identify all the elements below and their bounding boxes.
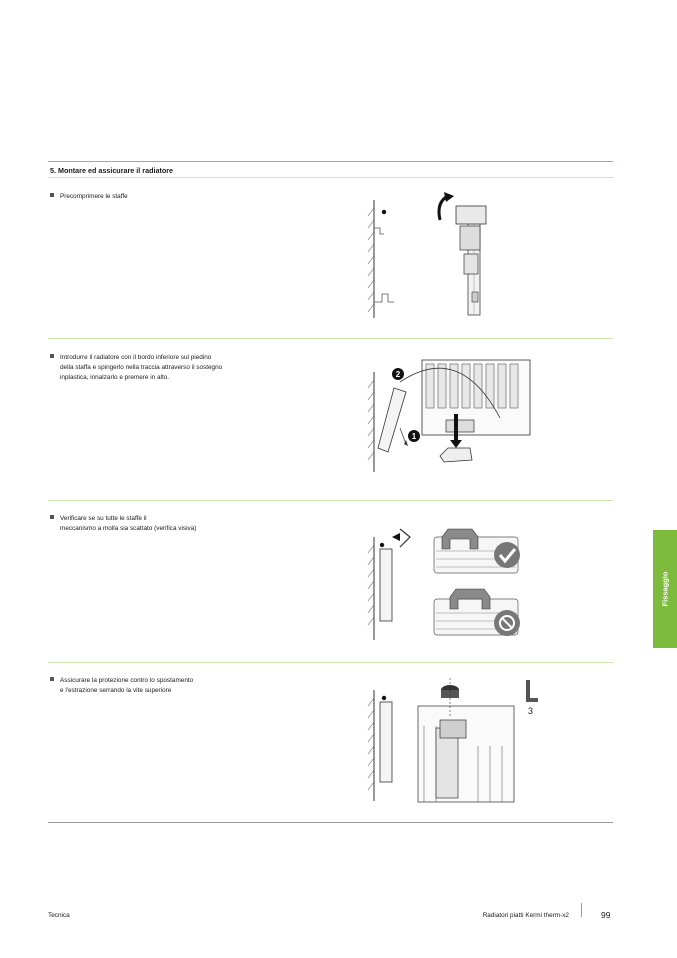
- step-3-figure: [360, 515, 540, 645]
- marker-1: 1: [411, 432, 417, 441]
- step-4-line-1: Assicurare la protezione contro lo spostamento: [60, 677, 194, 684]
- step-1-text: [50, 192, 260, 202]
- step-1-figure: [360, 190, 540, 325]
- footer-separator: [581, 903, 582, 917]
- step-2-line-2: della staffa e spingerlo nella traccia attraverso il sostegno: [60, 364, 223, 371]
- step-4-text: [50, 676, 260, 696]
- bullet-icon: [50, 677, 54, 681]
- step-divider-3: [48, 662, 613, 663]
- eye-icon: [392, 533, 400, 541]
- step-2-line-1: Introdurre il radiatore con il bordo inferiore sul piedino: [60, 354, 212, 361]
- step-3-line-2: meccanismo a molla sia scattato (verifica visiva): [60, 525, 197, 532]
- step-4-figure: [360, 676, 550, 806]
- step-2-figure: [360, 352, 560, 482]
- section-title-rule: [48, 177, 613, 178]
- section-bottom-rule: [48, 822, 613, 823]
- step-divider-1: [48, 338, 613, 339]
- tool-size-label: 3: [528, 706, 534, 716]
- step-4-line-2: e l'estrazione serrando la vite superiore: [60, 687, 172, 694]
- page-number: 99: [601, 910, 611, 920]
- bullet-icon: [50, 515, 54, 519]
- step-3-line-1: Verificare se su tutte le staffe il: [60, 515, 147, 522]
- step-3-text: [50, 514, 260, 534]
- side-tab-label: Fissaggio: [660, 571, 670, 607]
- step-2-text: [50, 353, 260, 383]
- step-1-line-1: Precomprimere le staffe: [60, 193, 128, 200]
- footer-title: Radiatori piatti Kermi therm-x2: [482, 912, 569, 919]
- marker-2: 2: [395, 370, 401, 379]
- check-ok-icon: [494, 542, 520, 568]
- section-title: 5. Montare ed assicurare il radiatore: [50, 166, 174, 175]
- section-top-rule: [48, 161, 613, 162]
- allen-key-icon: [526, 680, 538, 702]
- bullet-icon: [50, 193, 54, 197]
- bullet-icon: [50, 354, 54, 358]
- footer-left: Tecnica: [48, 912, 70, 919]
- side-tab-fissaggio: [653, 530, 677, 648]
- step-2-line-3: inplastica, innalzarlo e premere in alto.: [60, 374, 170, 381]
- step-divider-2: [48, 500, 613, 501]
